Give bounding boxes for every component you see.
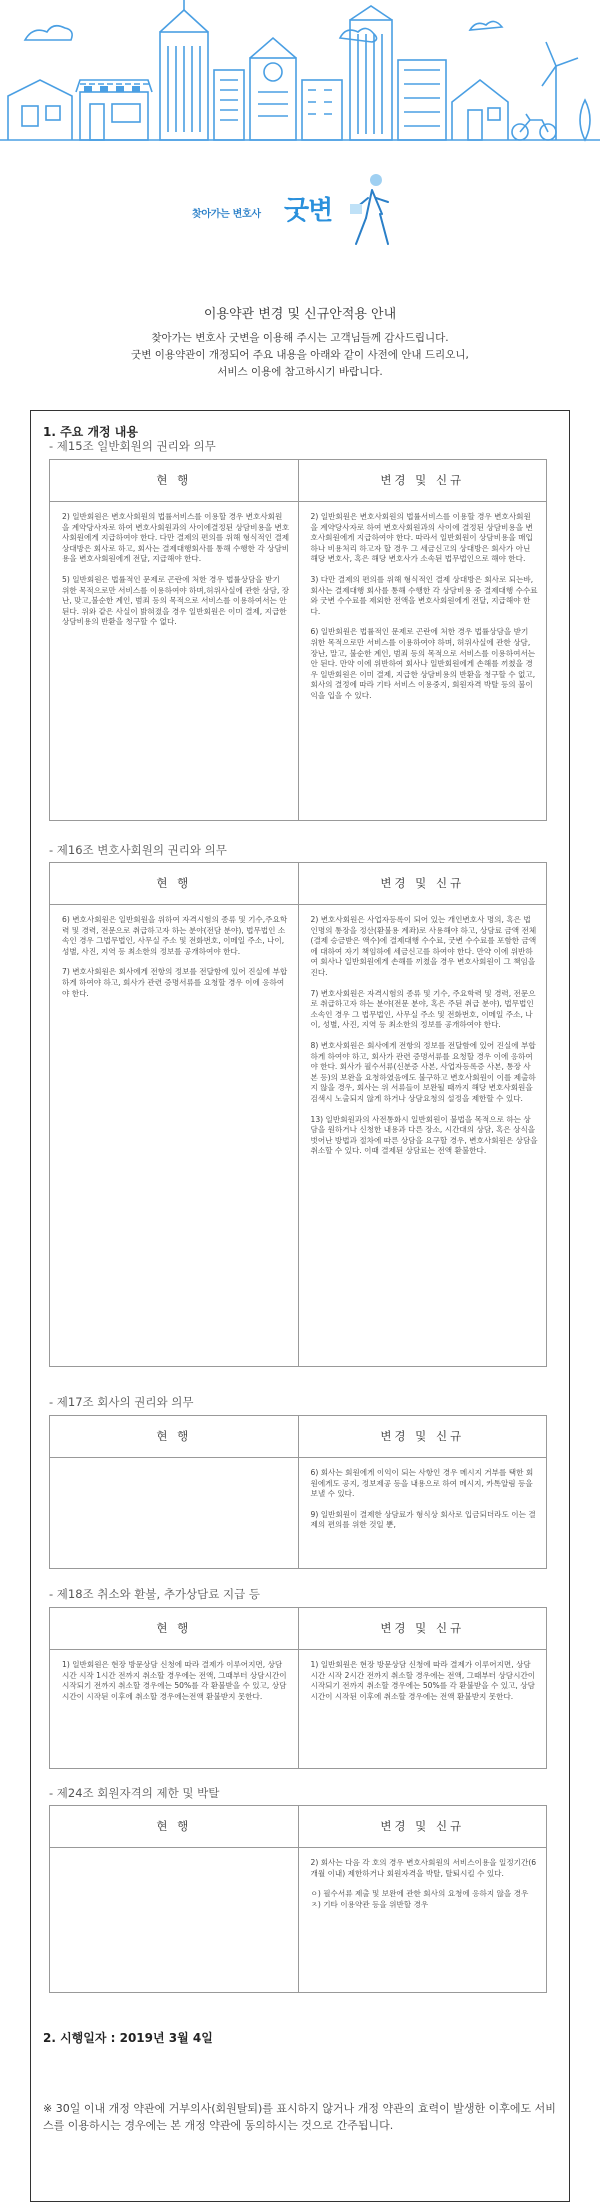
walking-lawyer-icon: [342, 170, 402, 260]
table-body: [50, 905, 546, 1366]
clause-text: 7) 변호사회원은 회사에게 전항의 정보를 전달함에 있어 진실에 부합하게 하여야 하고, 회사가 관련 증명서류를 요청할 경우 이에 응하여야 한다.: [62, 967, 288, 998]
clause-text: 3) 다만 결제의 편의를 위해 형식적인 결제 상대방은 회사로 되는바, 회사는 결제대행 회사를 통해 수행한 각 상담비용 중 결제대행 수수료와 굿변 수수료를 제외한 전액을 변호사회원에게 전달, 지급해야 한다.: [310, 574, 538, 616]
brand-logo: [192, 170, 422, 280]
before-column: [50, 905, 298, 1366]
table-header: [50, 1806, 546, 1848]
clause-text: 2) 일반회원은 변호사회원의 법률서비스를 이용할 경우 변호사회원을 계약당사자로 하여 변호사회원과의 사이에결정된 상담비용을 변호사회원에게 지급하여야 한다. 다만 결제의 편의를 위해 형식적인 결제 상대방은 회사로 하고, 회사는 결제대행회사를 통해 수행한 각 상담비용을 변호사회원에게 전달, 지급해야 한다.: [62, 512, 290, 564]
table-header: [50, 863, 546, 905]
cityscape-illustration: [0, 0, 600, 160]
header-after: 변경 및 신규: [298, 863, 547, 904]
clause-text: 7) 변호사회원은 자격시험의 종류 및 기수, 주요학력 및 경력, 전문으로 취급하고자 하는 분야(전문 분야, 혹은 주된 취급 분야), 법무법인 소속인 경우 그 법무법인, 사무실 주소 및 전화번호, 이메일 주소, 나이, 성별, 사진, 지역 등 최소한의 정보를 공개하여야 한다.: [310, 988, 536, 1030]
before-column: [50, 1848, 298, 1992]
clause-text: 8) 변호사회원은 회사에게 전항의 정보를 전달함에 있어 진실에 부합하게 하여야 하고, 회사가 관련 증명서류를 요청할 경우 이에 응하여야 한다. 회사가 필수서류(신분증 사본, 사업자등록증 사본, 통장 사본 등)의 보완을 요청하였음에도 불구하고 변호사회원이 이를 제출하지 않을 경우, 회사는 위 서류들이 보완될 때까지 해당 변호사회원을 검색시 노출되지 않게 하거나 상담요청의 설정을 제한할 수 있다.: [310, 1040, 536, 1103]
clause-text: 1) 일반회원은 현장 방문상담 신청에 따라 결제가 이루어지면, 상담시간 시작 1시간 전까지 취소할 경우에는 전액, 그때부터 상담시간이 시작되기 전까지 취소할 경우에는 50%를 각 환불받을 수 있고, 상담시간이 시작된 이후에 취소할 경우에는전액 환불받지 못한다.: [62, 1660, 287, 1701]
before-column: [50, 502, 298, 820]
brand-tagline: 찾아가는 변호사: [192, 209, 261, 220]
article-title: - 제15조 일반회원의 권리와 의무: [49, 439, 216, 453]
intro-text: [120, 330, 480, 381]
table-header: [50, 460, 546, 502]
header-after: 변경 및 신규: [298, 1416, 547, 1457]
table-body: [50, 1458, 546, 1568]
intro-line: 찾아가는 변호사 굿변을 이용해 주시는 고객님들께 감사드립니다.: [151, 332, 449, 344]
clause-text: 6) 변호사회원은 일반회원을 위하여 자격시험의 종류 및 기수,주요학력 및 경력, 전문으로 취급하고자 하는 분야(전담 분야), 법무법인 소속인 경우 그법무법인, 사무실 주소 및 전화번호, 이메일 주소, 나이, 성별, 사진, 지역 등 최소한의 정보를 공개하여야 한다.: [62, 915, 288, 956]
clause-text: 6) 일반회원은 법률적인 문제로 곤란에 처한 경우 법률상담을 받기 위한 목적으로만 서비스를 이용하여야 하며, 허위사실에 관한 상담, 장난, 말고, 불순한 계인, 범죄 등의 목적으로 서비스를 이용하여서는 안 된다. 만약 이에 위반하여 회사나 일반회원에게 손해를 끼쳤을 경우 일반회원은 이미 결제, 지급한 상담비용의 반환을 청구할 수 없고, 회사의 결정에 따라 기타 서비스 이용중지, 회원자격 박탈 등의 불이익을 입을 수 있다.: [310, 627, 536, 700]
clause-text: 2) 회사는 다음 각 호의 경우 변호사회원의 서비스이용을 일정기간(6개월 이내) 제한하거나 회원자격을 박탈, 탈퇴시킬 수 있다.: [310, 1858, 537, 1878]
clause-text: 2) 일반회원은 변호사회원의 법률서비스를 이용할 경우 변호사회원을 계약당사자로 하여 변호사회원과의 사이에 결정된 상담비용을 변호사회원에게 지급하여야 한다. 따라서 일반회원이 상담비용을 매입하나 비용처리 하고자 할 경우 그 세금신고의 상대방은 회사가 아닌 해당 변호사, 혹은 해당 변호사가 소속된 법무법인으로 해야 한다.: [310, 512, 533, 564]
terms-change-box: [30, 410, 570, 2202]
table-header: [50, 1608, 546, 1650]
before-column: [50, 1458, 298, 1568]
table-body: [50, 502, 546, 820]
article-title: - 제18조 취소와 환불, 추가상담료 지급 등: [49, 1587, 261, 1601]
table-body: [50, 1848, 546, 1992]
before-column: [50, 1650, 298, 1768]
comparison-table: [49, 1805, 547, 1993]
clause-text: 5) 일반회원은 법률적인 문제로 곤란에 처한 경우 법률상담을 받기 위한 목적으로만 서비스를 이용하여야 하며,허위사실에 관한 상담, 장난, 맞고,불순한 계인, 범죄 등의 목적으로 서비스를 이용하여서는 안 된다. 위와 같은 사실이 밝혀졌을 경우 일반회원은 이미 결제, 지급한 상담비용의 반환을 청구할 수 없다.: [62, 574, 290, 627]
comparison-table: [49, 1415, 547, 1569]
after-column: [298, 905, 547, 1366]
header-before: 현 행: [156, 876, 192, 890]
brand-name: 굿변: [284, 196, 333, 226]
header-after: 변경 및 신규: [298, 460, 547, 501]
after-column: [298, 1458, 547, 1568]
header-after: 변경 및 신규: [298, 1806, 547, 1847]
intro-line: 굿변 이용약관이 개정되어 주요 내용을 아래와 같이 사전에 안내 드리오니,: [131, 349, 469, 361]
header-after: 변경 및 신규: [298, 1608, 547, 1649]
after-column: [298, 502, 547, 820]
comparison-table: [49, 459, 547, 821]
after-column: [298, 1650, 547, 1768]
section-title-main-changes: 1. 주요 개정 내용: [43, 425, 138, 439]
article-title: - 제17조 회사의 권리와 의무: [49, 1395, 194, 1409]
effective-date: 2. 시행일자 : 2019년 3월 4일: [43, 2031, 213, 2045]
table-body: [50, 1650, 546, 1768]
clause-text: 1) 일반회원은 현장 방문상담 신청에 따라 결제가 이루어지면, 상담시간 시작 2시간 전까지 취소할 경우에는 전액, 그때부터 상담시간이 시작되기 전까지 취소할 경우에는 50%를 각 환불받을 수 있고, 상담시간이 시작된 이후에 취소할 경우에는 전액 환불받지 못한다.: [310, 1660, 536, 1701]
header-before: 현 행: [156, 1819, 192, 1833]
clause-text: 6) 회사는 회원에게 이익이 되는 사항인 경우 메시지 거부를 택한 회원에게도 공지, 정보제공 등을 내용으로 하여 메시지, 카톡알림 등을 보낼 수 있다.: [310, 1468, 534, 1499]
comparison-table: [49, 1607, 547, 1769]
article-title: - 제24조 회원자격의 제한 및 박탈: [49, 1786, 220, 1800]
header-before: 현 행: [156, 1429, 192, 1443]
clause-text: 9) 일반회원이 결제한 상담료가 형식상 회사로 입금되더라도 이는 결제의 편의를 위한 것일 뿐,: [310, 1509, 536, 1530]
header-before: 현 행: [156, 473, 192, 487]
article-title: - 제16조 변호사회원의 권리와 의무: [49, 843, 227, 857]
footnote: ※ 30일 이내 개정 약관에 거부의사(회원탈퇴)를 표시하지 않거나 개정 약관의 효력이 발생한 이후에도 서비스를 이용하시는 경우에는 본 개정 약관에 동의하시는 것으로 간주됩니다.: [43, 2102, 556, 2132]
comparison-table: [49, 862, 547, 1367]
intro-line: 서비스 이용에 참고하시기 바랍니다.: [217, 366, 383, 378]
after-column: [298, 1848, 547, 1992]
clause-text: ㅇ) 필수서류 제출 및 보완에 관한 회사의 요청에 응하지 않을 경우 ㅈ) 기타 이용약관 등을 위반할 경우: [310, 1889, 529, 1909]
header-before: 현 행: [156, 1621, 192, 1635]
clause-text: 2) 변호사회원은 사업자등록이 되어 있는 개인변호사 명의, 혹은 법인명의 통장을 정산(환불용 계좌)로 사용해야 하고, 상담료 금액 전체(결제 승금받은 액수)에 결제대행 수수료, 굿변 수수료를 포함한 금액에 대하여 자기 책임하에 세금신고를 하여야 한다. 만약 이에 위반하여 회사나 일반회원에게 손해를 끼쳤을 경우 변호사회원이 그 책임을 진다.: [310, 915, 537, 977]
clause-text: 13) 일반회원과의 사전통화시 일반회원이 불법을 목적으로 하는 상담을 원하거나 신청한 내용과 다른 장소, 시간대의 상담, 혹은 상식을 벗어난 방법과 절차에 따른 상담을 요구할 경우, 변호사회원은 상담을 취소할 수 있다. 이때 결제된 상담료는 전액 환불한다.: [310, 1114, 538, 1156]
table-header: [50, 1416, 546, 1458]
page-title: 이용약관 변경 및 신규안적용 안내: [203, 307, 397, 322]
